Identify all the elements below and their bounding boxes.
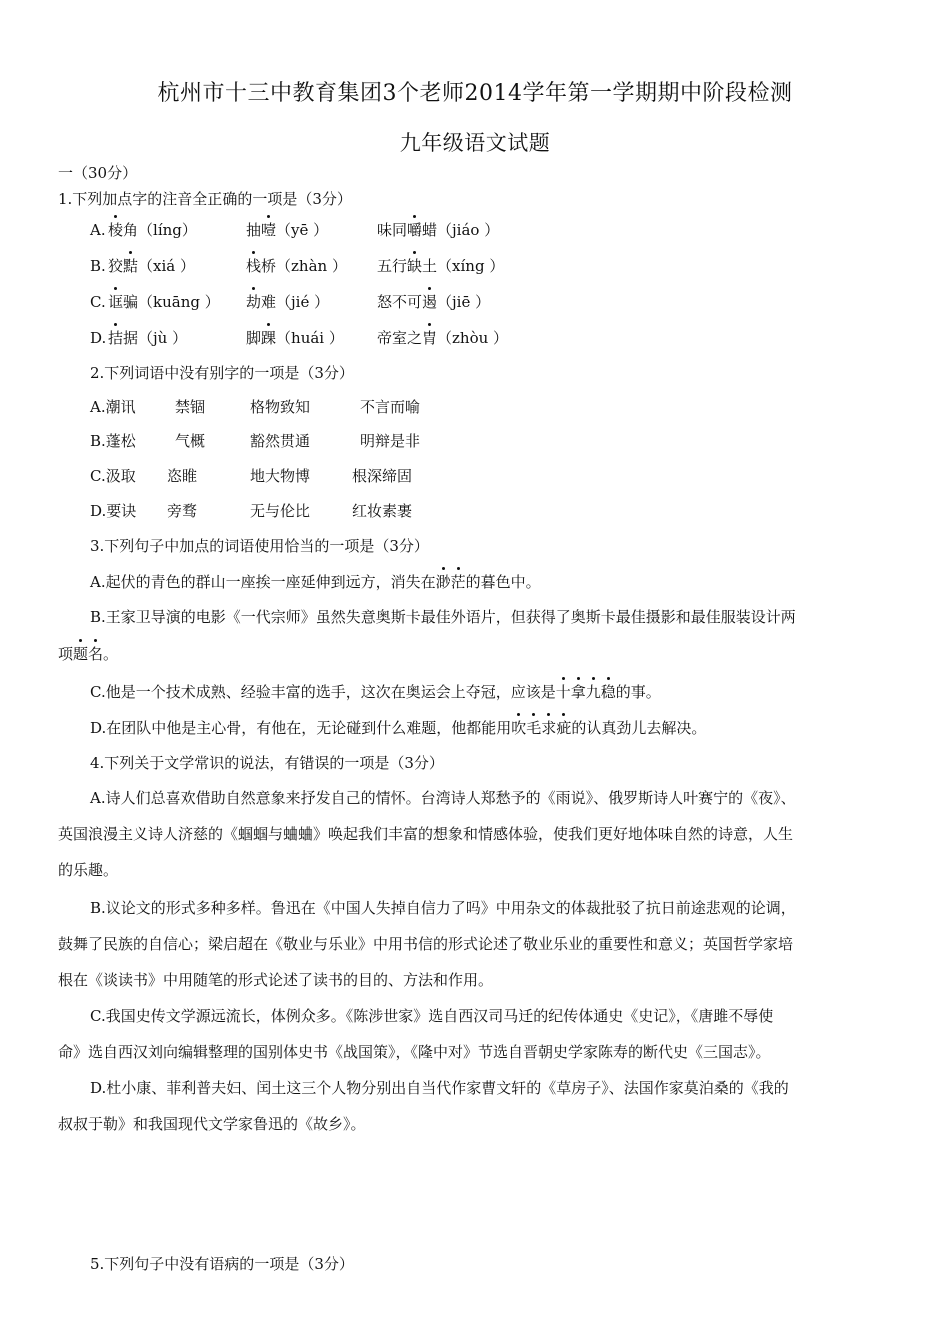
dotted-char: 名 <box>88 645 104 663</box>
word-text: （jiē ） <box>437 293 491 311</box>
dotted-char: 拮 <box>108 329 124 347</box>
option-label: C. <box>90 293 106 311</box>
word-text: 地大物博 <box>250 467 311 485</box>
dotted-char: 嚼 <box>407 221 423 239</box>
word-text: 不言而喻 <box>360 398 421 416</box>
word-text: 角（líng） <box>123 221 197 239</box>
word-text: （huái ） <box>276 329 344 347</box>
question-4-option-c-line-1: C.我国史传文学源远流长，体例众多。《陈涉世家》选自西汉司马迁的纪传体通史《史记》，《唐雎不辱使 <box>90 1007 774 1025</box>
word-text: （yē ） <box>276 221 329 239</box>
word-text: （xiá ） <box>138 257 195 275</box>
word-text: 豁然贯通 <box>250 432 311 450</box>
dotted-char: 吹 <box>511 719 527 737</box>
dotted-char: 踝 <box>261 329 277 347</box>
word-text: 桥（zhàn ） <box>261 257 347 275</box>
word-text: 格物致知 <box>250 398 311 416</box>
word-text: （zhòu ） <box>437 329 509 347</box>
dotted-char: 茫 <box>450 573 466 591</box>
word-text: C.汲取 <box>90 467 136 485</box>
word-text: 难（jié ） <box>261 293 330 311</box>
dotted-char: 栈 <box>246 257 262 275</box>
question-4-stem: 4.下列关于文学常识的说法，有错误的一项是（3分） <box>90 754 444 772</box>
dotted-char: 胄 <box>422 329 438 347</box>
dotted-char: 九 <box>585 683 601 701</box>
word-text: 帝室之 <box>377 329 423 347</box>
question-4-option-c-line-2: 命》选自西汉刘向编辑整理的国别体史书《战国策》，《隆中对》节选自晋朝史学家陈寿的断代史《三国志》。 <box>58 1043 771 1061</box>
word-text: B.蓬松 <box>90 432 136 450</box>
word-text: D.要诀 <box>90 502 137 520</box>
word-text: 土（xíng ） <box>422 257 505 275</box>
dotted-char: 缺 <box>407 257 423 275</box>
question-1-stem: 1.下列加点字的注音全正确的一项是（3分） <box>58 190 352 208</box>
word-text: 气概 <box>175 432 206 450</box>
word-text: 据（jù ） <box>123 329 188 347</box>
sentence-text: 项 <box>58 645 74 663</box>
word-text: A.潮讯 <box>90 398 136 416</box>
sentence-text: 的认真劲儿去解决。 <box>571 719 707 737</box>
word-text: 根深缔固 <box>352 467 413 485</box>
word-text: 狡 <box>108 257 124 275</box>
question-4-option-d-line-2: 叔叔于勒》和我国现代文学家鲁迅的《故乡》。 <box>58 1115 366 1133</box>
word-text: 骗（kuāng ） <box>123 293 220 311</box>
question-5-stem: 5.下列句子中没有语病的一项是（3分） <box>90 1255 354 1273</box>
dotted-char: 棱 <box>108 221 124 239</box>
dotted-char: 题 <box>73 645 89 663</box>
dotted-char: 疵 <box>556 719 572 737</box>
word-text: 旁骛 <box>167 502 198 520</box>
section-heading: 一（30分） <box>58 164 138 182</box>
option-label: D. <box>90 329 107 347</box>
question-3-option-a <box>90 572 541 592</box>
word-text: 蜡（jiáo ） <box>422 221 500 239</box>
question-4-option-b-line-3: 根在《谈读书》中用随笔的形式论述了读书的目的、方法和作用。 <box>58 971 494 989</box>
option-label: A. <box>90 221 106 239</box>
question-4-option-a-line-3: 的乐趣。 <box>58 861 119 879</box>
dotted-char: 噎 <box>261 221 277 239</box>
dotted-char: 遏 <box>422 293 438 311</box>
question-4-option-b-line-2: 鼓舞了民族的自信心；梁启超在《敬业与乐业》中用书信的形式论述了敬业乐业的重要性和意义；英国哲学家培 <box>58 935 794 953</box>
dotted-char: 十 <box>555 683 571 701</box>
sentence-text: A.起伏的青色的群山一座挨一座延伸到远方，消失在 <box>90 573 436 591</box>
word-text: 抽 <box>246 221 262 239</box>
sentence-text: 的暮色中。 <box>465 573 541 591</box>
sentence-text: 。 <box>103 645 119 663</box>
question-3-option-d <box>90 718 706 738</box>
question-4-option-a-line-1: A.诗人们总喜欢借助自然意象来抒发自己的情怀。台湾诗人郑愁予的《雨说》、俄罗斯诗人叶赛宁的《夜》、 <box>90 789 796 807</box>
question-3-stem: 3.下列句子中加点的词语使用恰当的一项是（3分） <box>90 537 429 555</box>
word-text: 恣睢 <box>167 467 198 485</box>
word-text: 脚 <box>246 329 262 347</box>
sentence-text: 的事。 <box>615 683 661 701</box>
word-text: 禁锢 <box>175 398 206 416</box>
exam-title: 杭州市十三中教育集团3个老师2014学年第一学期期中阶段检测 <box>157 81 793 106</box>
exam-subtitle: 九年级语文试题 <box>399 131 551 155</box>
dotted-char: 黠 <box>123 257 139 275</box>
dotted-char: 稳 <box>600 683 616 701</box>
word-text: 明辩是非 <box>360 432 421 450</box>
question-3-option-b-line-1: B.王家卫导演的电影《一代宗师》虽然失意奥斯卡最佳外语片，但获得了奥斯卡最佳摄影和最佳服装设计两 <box>90 608 796 626</box>
sentence-text: D.在团队中他是主心骨，有他在，无论碰到什么难题，他都能用 <box>90 719 512 737</box>
sentence-text: C.他是一个技术成熟、经验丰富的选手，这次在奥运会上夺冠，应该是 <box>90 683 556 701</box>
question-4-option-d-line-1: D.杜小康、菲利普夫妇、闰土这三个人物分别出自当代作家曹文轩的《草房子》、法国作家莫泊桑的《我的 <box>90 1079 789 1097</box>
word-text: 红妆素裹 <box>352 502 413 520</box>
dotted-char: 诓 <box>108 293 124 311</box>
word-text: 味同 <box>377 221 408 239</box>
dotted-char: 拿 <box>570 683 586 701</box>
question-3-option-c <box>90 682 661 702</box>
question-4-option-a-line-2: 英国浪漫主义诗人济慈的《蝈蝈与蛐蛐》唤起我们丰富的想象和情感体验，使我们更好地体味自然的诗意，人生 <box>58 825 794 843</box>
question-2-stem: 2.下列词语中没有别字的一项是（3分） <box>90 364 354 382</box>
dotted-char: 求 <box>541 719 557 737</box>
dotted-char: 渺 <box>435 573 451 591</box>
word-text: 五行 <box>377 257 408 275</box>
word-text: 无与伦比 <box>250 502 311 520</box>
question-3-option-b-line-2 <box>58 644 118 664</box>
option-label: B. <box>90 257 106 275</box>
dotted-char: 毛 <box>526 719 542 737</box>
question-4-option-b-line-1: B.议论文的形式多种多样。鲁迅在《中国人失掉自信力了吗》中用杂文的体裁批驳了抗日前途悲观的论调， <box>90 899 796 917</box>
dotted-char: 劫 <box>246 293 262 311</box>
word-text: 怒不可 <box>377 293 423 311</box>
